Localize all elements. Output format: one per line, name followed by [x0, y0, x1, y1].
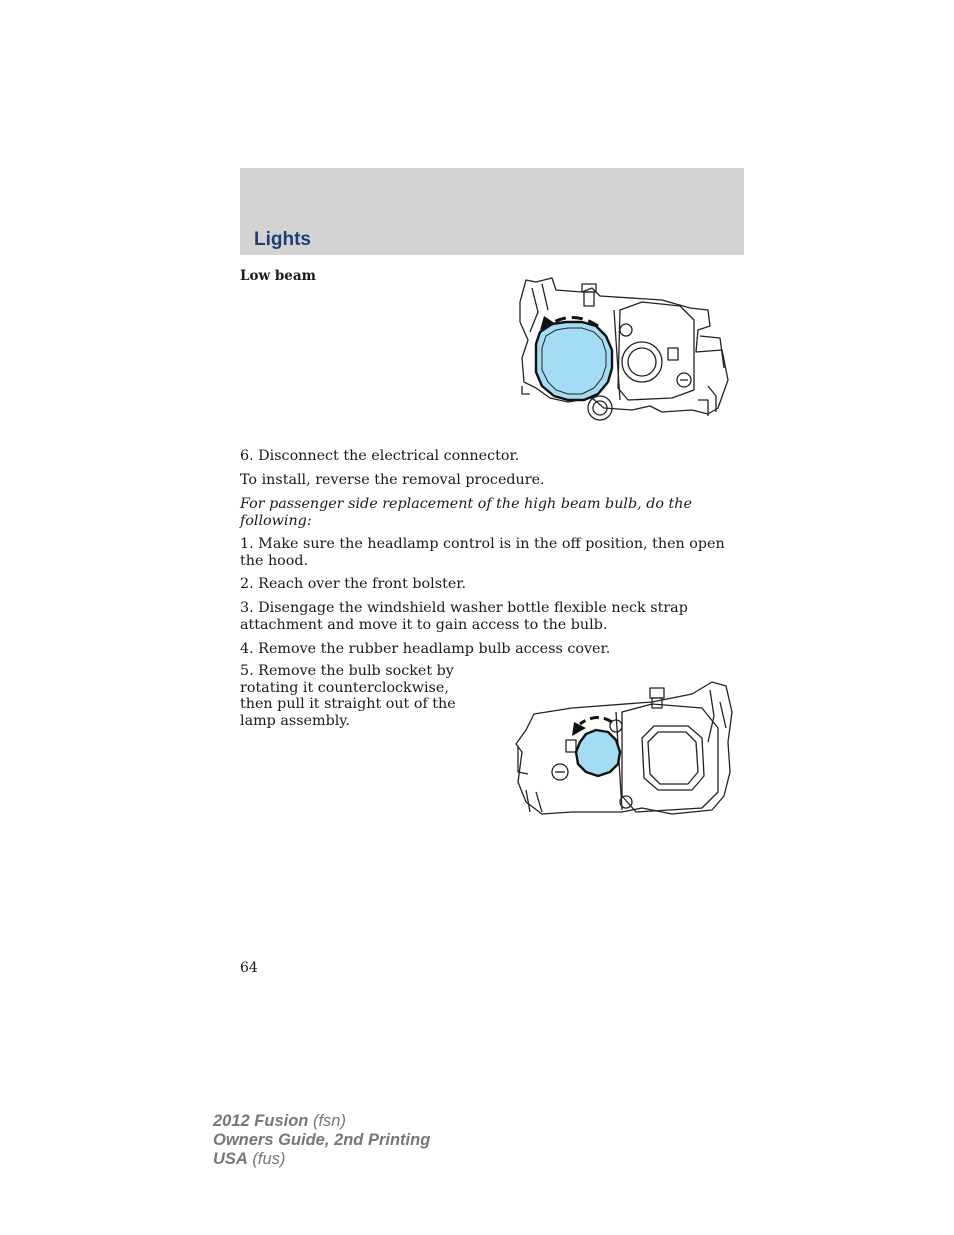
paragraph-step-6: 6. Disconnect the electrical connector. — [240, 448, 520, 464]
paragraph-install-note: To install, reverse the removal procedure. — [240, 472, 545, 488]
footer-model-code: (fsn) — [308, 1112, 346, 1130]
footer-guide-edition: Owners Guide, 2nd Printing — [213, 1131, 431, 1149]
section-header-band — [240, 168, 744, 255]
high-beam-bulb-socket — [576, 730, 620, 776]
footer-market: USA — [213, 1150, 248, 1168]
paragraph-passenger-side-heading: For passenger side replacement of the high beam bulb, do the following: — [240, 496, 692, 529]
footer-model: 2012 Fusion — [213, 1112, 309, 1130]
paragraph-step-2: 2. Reach over the front bolster. — [240, 576, 467, 592]
footer-line-2 — [213, 1131, 430, 1150]
paragraph-step-4: 4. Remove the rubber headlamp bulb access cover. — [240, 641, 611, 657]
high-beam-headlamp-illustration — [512, 672, 744, 820]
counterclockwise-arrow-icon-2 — [580, 717, 612, 724]
footer-line-3 — [213, 1150, 430, 1169]
page-number: 64 — [240, 960, 258, 976]
paragraph-step-1: 1. Make sure the headlamp control is in the off position, then open the hood. — [240, 536, 725, 569]
paragraph-step-3: 3. Disengage the windshield washer bottle flexible neck strap attachment and move it to gain access to the bulb. — [240, 600, 688, 633]
low-beam-headlamp-illustration — [512, 270, 734, 422]
low-beam-subheading: Low beam — [240, 268, 316, 284]
footer-line-1 — [213, 1112, 430, 1131]
document-footer — [213, 1112, 430, 1169]
section-title: Lights — [254, 229, 311, 250]
paragraph-step-5: 5. Remove the bulb socket by rotating it counterclockwise, then pull it straight out of the lamp assembly. — [240, 663, 456, 729]
low-beam-bulb-socket — [536, 322, 612, 400]
footer-market-code: (fus) — [247, 1150, 286, 1168]
